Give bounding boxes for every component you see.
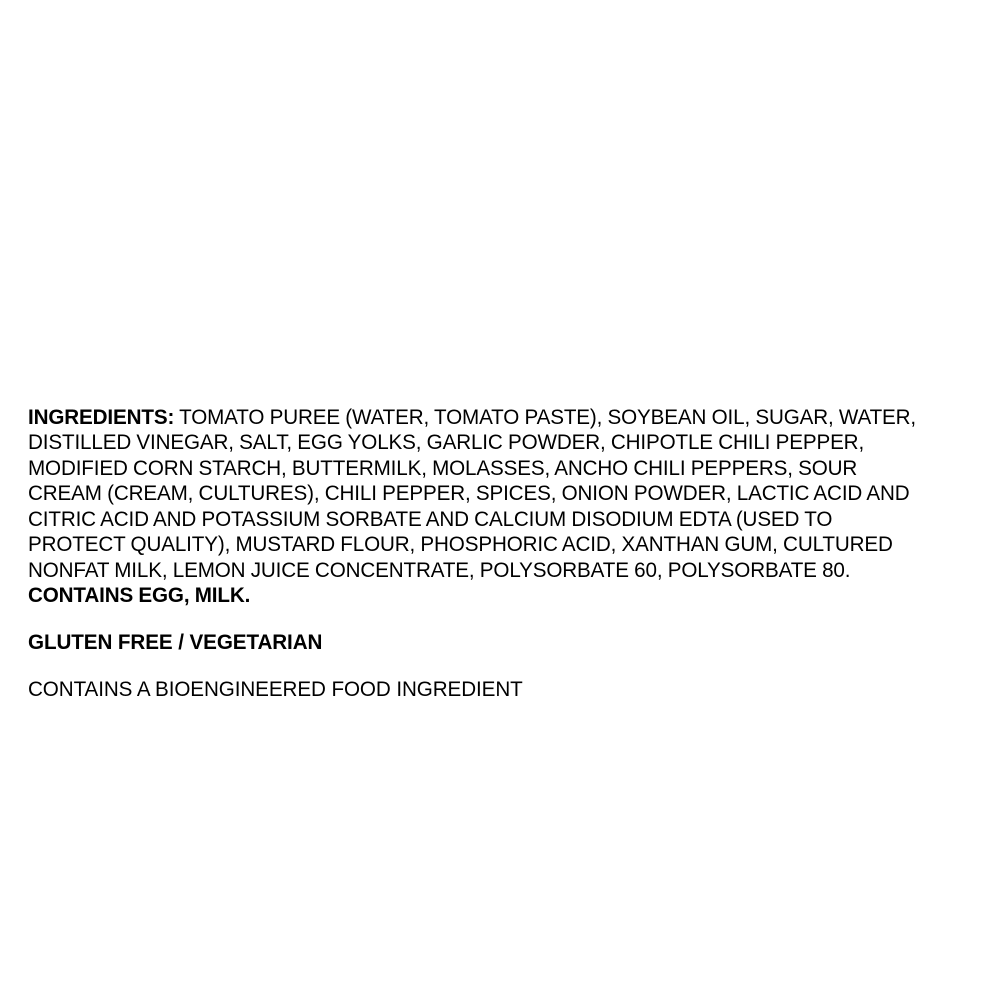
ingredients-statement bbox=[28, 405, 934, 609]
dietary-claims-line: GLUTEN FREE / VEGETARIAN bbox=[28, 630, 323, 654]
ingredient-label-panel bbox=[28, 383, 972, 724]
bioengineered-disclosure-line: CONTAINS A BIOENGINEERED FOOD INGREDIENT bbox=[28, 677, 523, 701]
ingredients-list: TOMATO PUREE (WATER, TOMATO PASTE), SOYBEAN OIL, SUGAR, WATER, DISTILLED VINEGAR, SALT, EGG YOLKS, GARLIC POWDER, CHIPOTLE CHILI PEPPER, MODIFIED CORN STARCH, BUTTERMILK, MOLASSES, ANCHO CHILI PEPPERS, SOUR CREAM (CREAM, CULTURES), CHILI PEPPER, SPICES, ONION POWDER, LACTIC ACID AND CITRIC ACID AND POTASSIUM SORBATE AND CALCIUM DISODIUM EDTA (USED TO PROTECT QUALITY), MUSTARD FLOUR, PHOSPHORIC ACID, XANTHAN GUM, CULTURED NONFAT MILK, LEMON JUICE CONCENTRATE, POLYSORBATE 60, POLYSORBATE 80. bbox=[28, 404, 917, 582]
ingredients-heading: INGREDIENTS: bbox=[28, 404, 175, 429]
allergen-statement: CONTAINS EGG, MILK. bbox=[28, 583, 251, 607]
